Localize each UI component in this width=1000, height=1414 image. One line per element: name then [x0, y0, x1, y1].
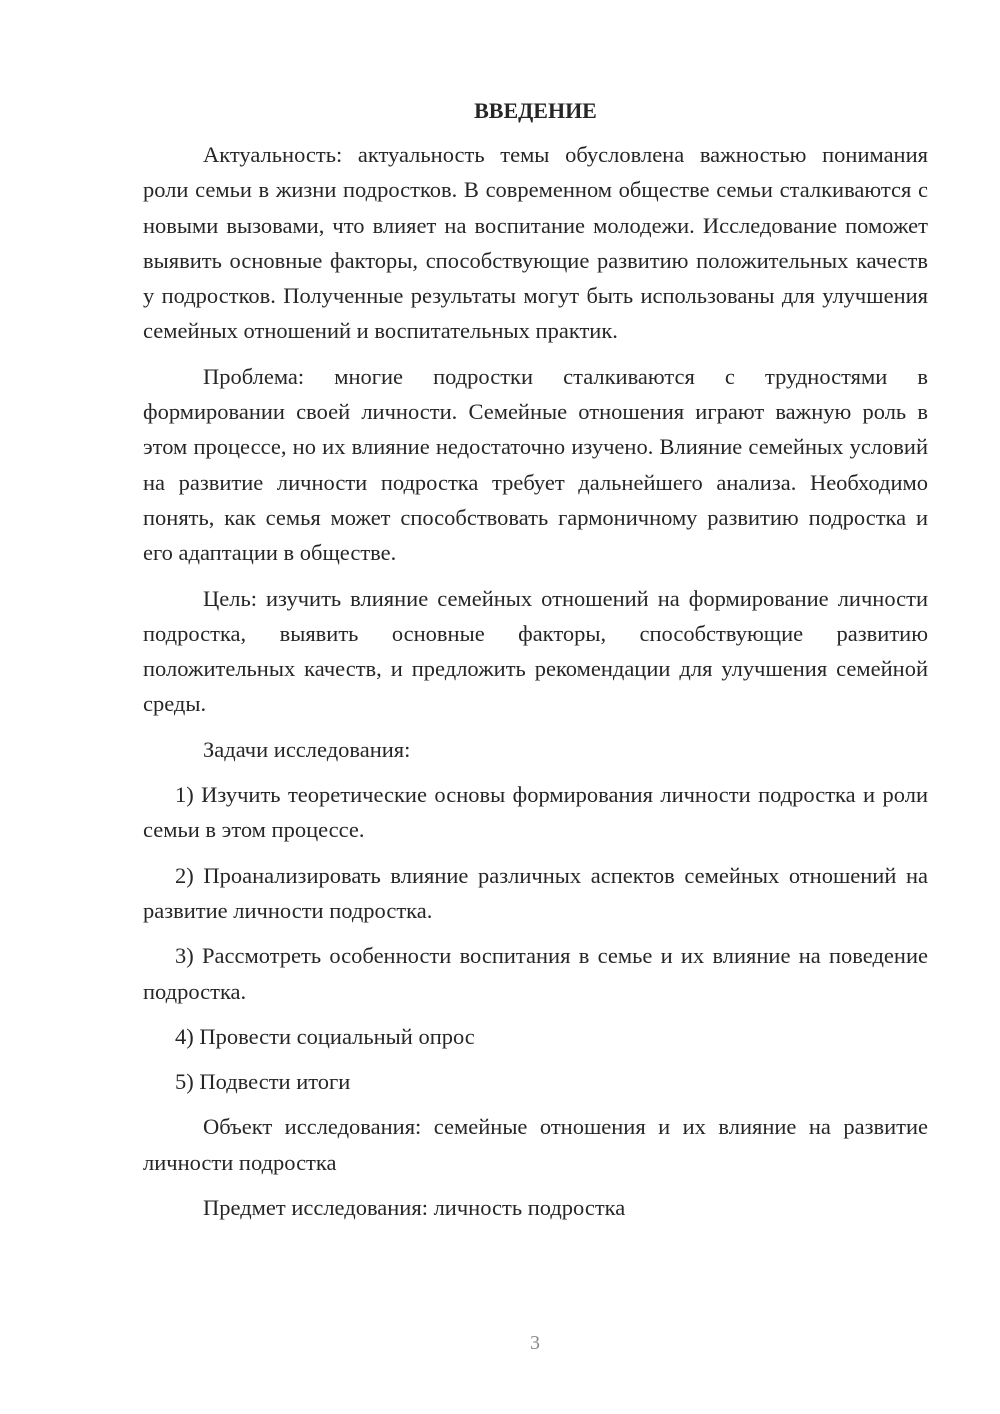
research-object-paragraph: Объект исследования: семейные отношения и их влияние на развитие личности подростка	[143, 1114, 928, 1175]
problem-paragraph: Проблема: многие подростки сталкиваются с трудностями в формировании своей личности. Семейные отношения играют важную роль в этом процессе, но их влияние недостаточно изучено. Влияние семейных условий на развитие личности подростка требует дальнейшего анализа. Необходимо понять, как семья может способствовать гармоничному развитию подростка и его адаптации в обществе.	[143, 363, 928, 566]
task-item-5: 5) Подвести итоги	[175, 1069, 351, 1095]
task-item-3: 3) Рассмотреть особенности воспитания в семье и их влияние на поведение подростка.	[143, 943, 928, 1004]
page-content	[143, 94, 928, 1225]
task-item-2: 2) Проанализировать влияние различных аспектов семейных отношений на развитие личности подростка.	[143, 862, 928, 923]
research-subject-paragraph: Предмет исследования: личность подростка	[203, 1195, 626, 1221]
page-number: 3	[530, 1332, 540, 1354]
goal-paragraph: Цель: изучить влияние семейных отношений на формирование личности подростка, выявить основные факторы, способствующие развитию положительных качеств, и предложить рекомендации для улучшения семейной среды.	[143, 585, 928, 717]
task-item-4: 4) Провести социальный опрос	[175, 1023, 475, 1049]
tasks-heading: Задачи исследования:	[203, 736, 411, 762]
section-title: ВВЕДЕНИЕ	[474, 98, 597, 123]
relevance-paragraph: Актуальность: актуальность темы обусловлена важностью понимания роли семьи в жизни подростков. В современном обществе семьи сталкиваются с новыми вызовами, что влияет на воспитание молодежи. Исследование поможет выявить основные факторы, способствующие развитию положительных качеств у подростков. Полученные результаты могут быть использованы для улучшения семейных отношений и воспитательных практик.	[143, 142, 928, 344]
task-item-1: 1) Изучить теоретические основы формирования личности подростка и роли семьи в этом процессе.	[143, 782, 928, 843]
